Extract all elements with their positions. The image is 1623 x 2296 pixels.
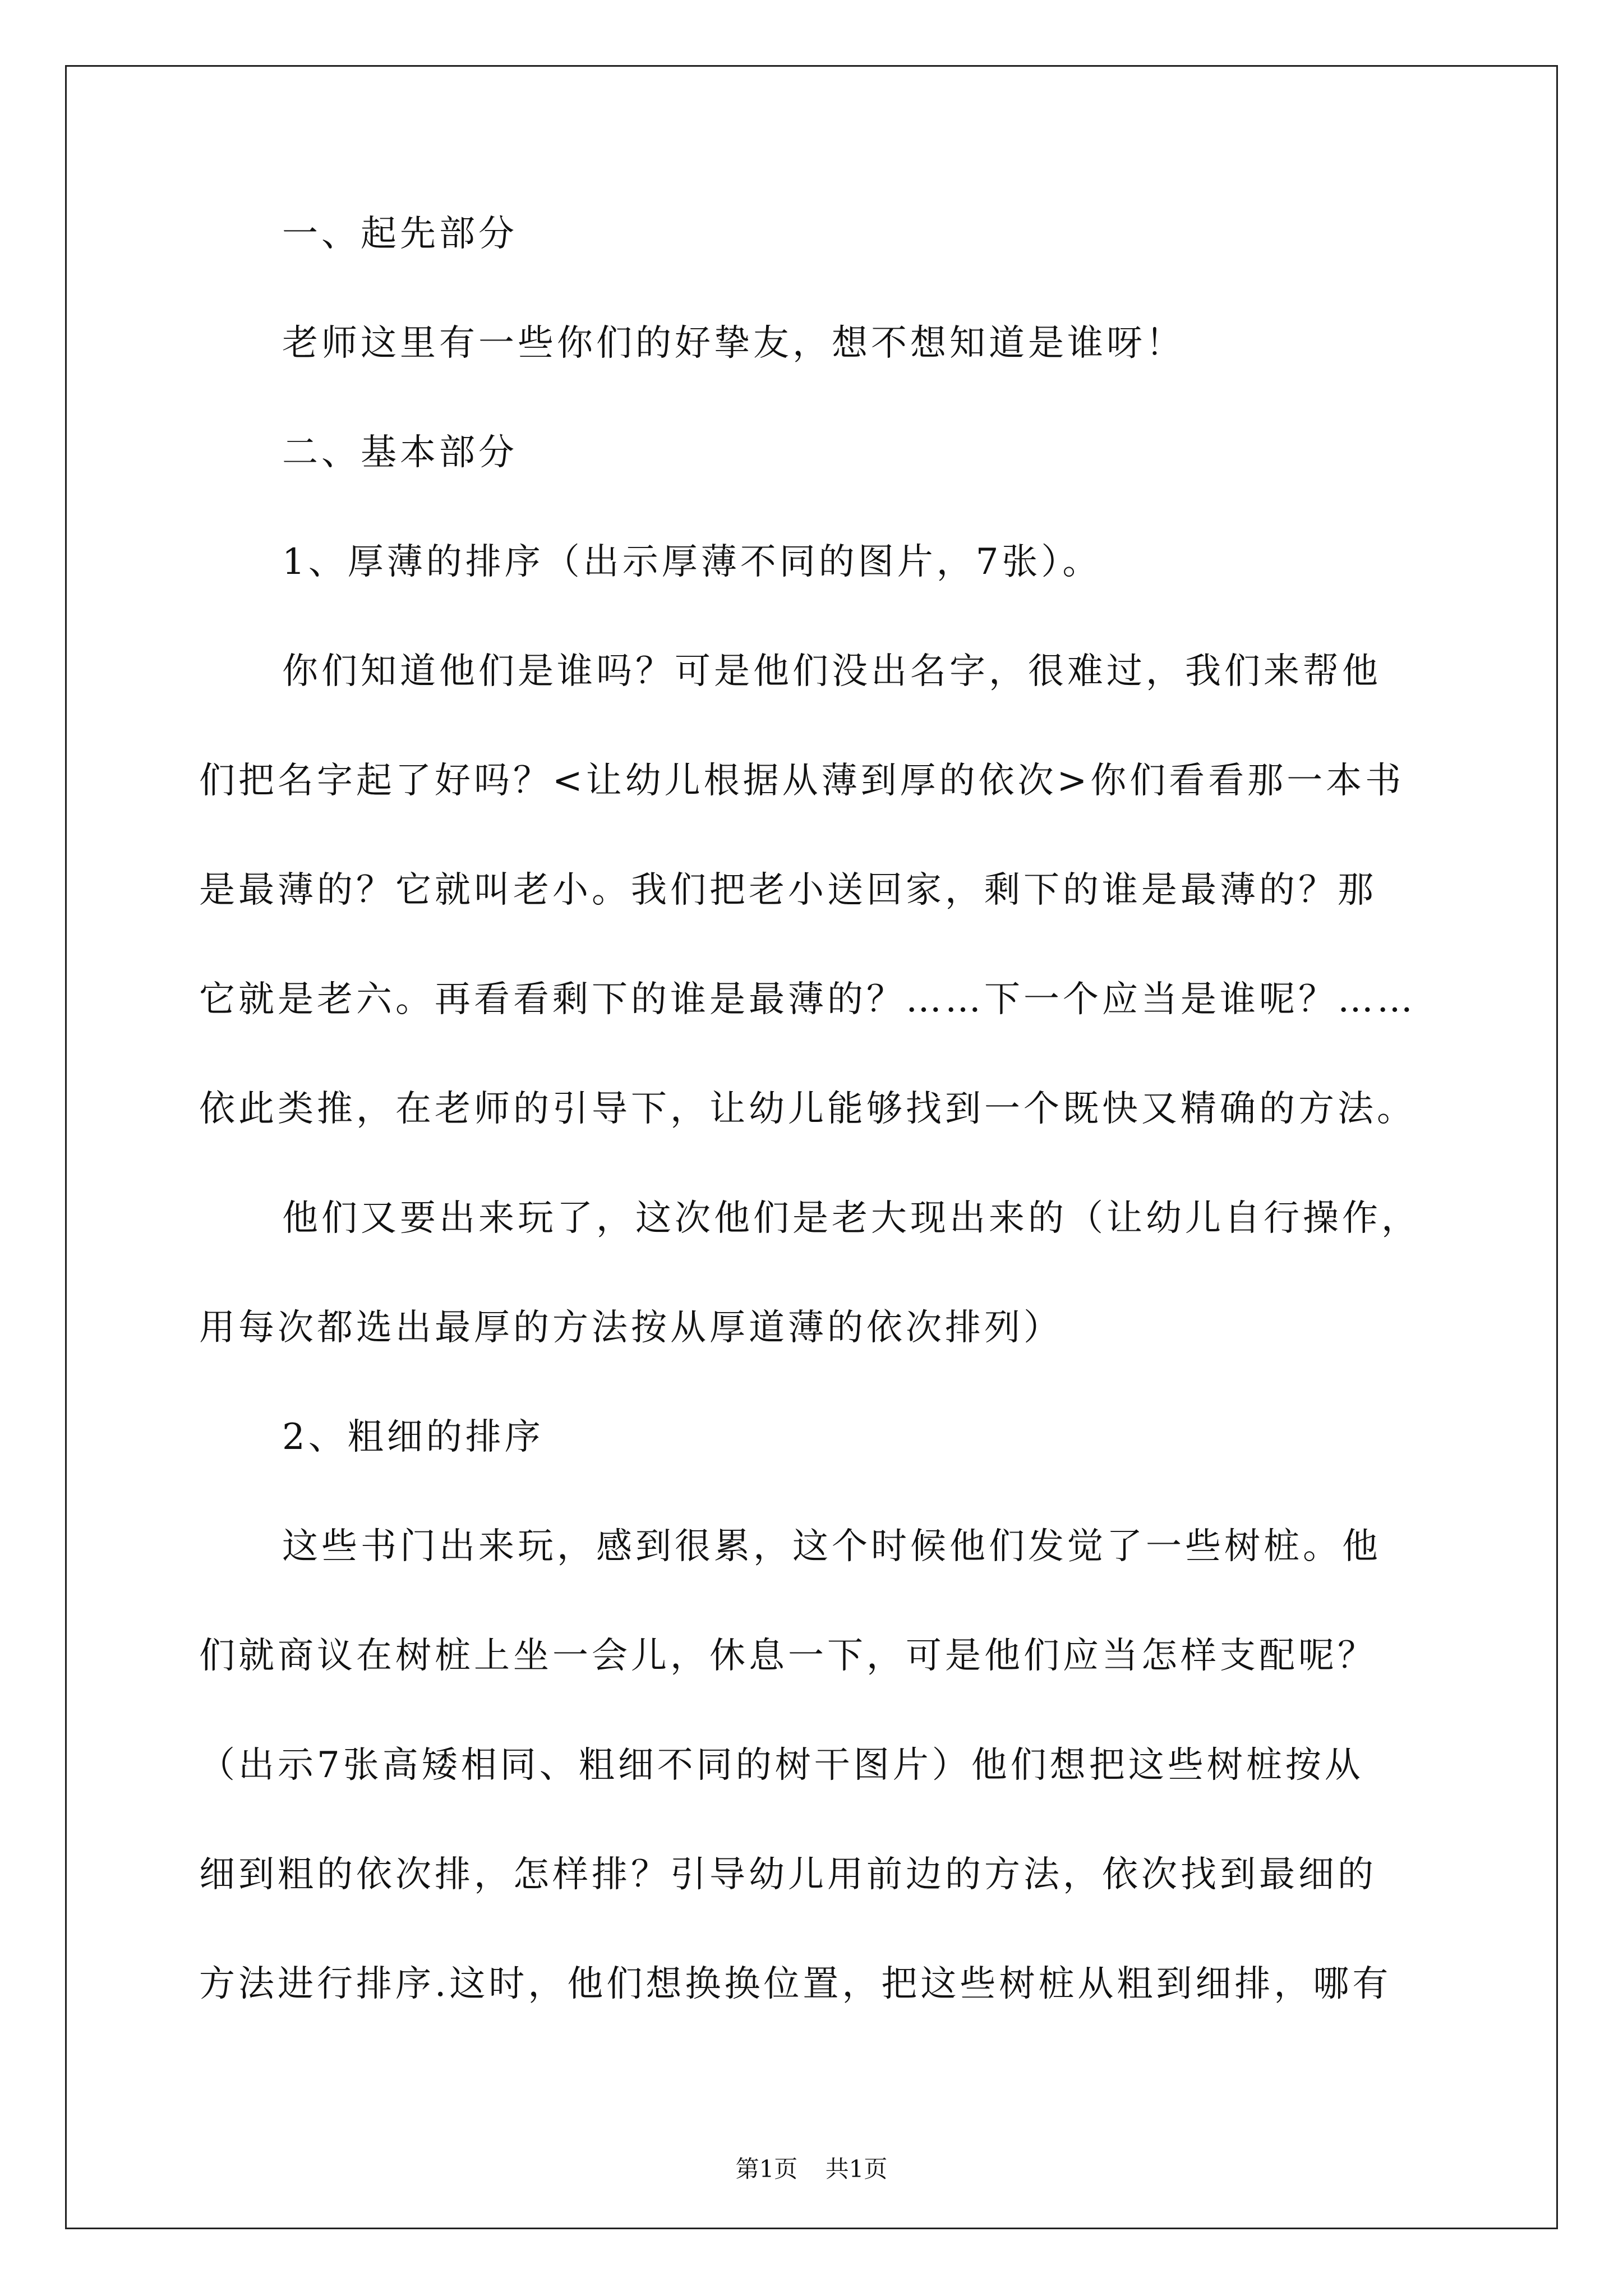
page-total: 共1页 [825,2155,888,2183]
paragraph-line: 它就是老六。再看看剩下的谁是最薄的？……下一个应当是谁呢？…… [199,979,1416,1020]
paragraph-line: 细到粗的依次排，怎样排？引导幼儿用前边的方法，依次找到最细的 [199,1854,1377,1895]
section-heading: 一、起先部分 [282,213,518,255]
paragraph-line: 这些书门出来玩，感到很累，这个时候他们发觉了一些树桩。他 [282,1526,1381,1567]
paragraph-line: 方法进行排序.这时，他们想换换位置，把这些树桩从粗到细排，哪有 [199,1963,1392,2005]
paragraph-line: 是最薄的？它就叫老小。我们把老小送回家，剩下的谁是最薄的？那 [199,869,1377,911]
subsection-heading: 2、粗细的排序 [282,1416,544,1458]
document-body [199,213,1450,2076]
subsection-heading: 1、厚薄的排序（出示厚薄不同的图片，7张）。 [282,541,1102,583]
paragraph-line: 们就商议在树桩上坐一会儿，休息一下，可是他们应当怎样支配呢？ [199,1635,1377,1677]
page-footer [0,2151,1623,2184]
section-heading: 二、基本部分 [282,432,518,473]
page-number: 第1页 [735,2155,798,2183]
paragraph-line: 用每次都选出最厚的方法按从厚道薄的依次排列） [199,1307,1063,1349]
paragraph-line: 们把名字起了好吗？<让幼儿根据从薄到厚的依次>你们看看那一本书 [199,760,1405,802]
paragraph-line: 依此类推，在老师的引导下，让幼儿能够找到一个既快又精确的方法。 [199,1088,1416,1130]
paragraph-line: 他们又要出来玩了，这次他们是老大现出来的（让幼儿自行操作， [282,1198,1421,1239]
paragraph-line: 老师这里有一些你们的好挚友，想不想知道是谁呀！ [282,323,1185,364]
paragraph-line: （出示7张高矮相同、粗细不同的树干图片）他们想把这些树桩按从 [199,1745,1364,1786]
paragraph-line: 你们知道他们是谁吗？可是他们没出名字，很难过，我们来帮他 [282,651,1381,692]
